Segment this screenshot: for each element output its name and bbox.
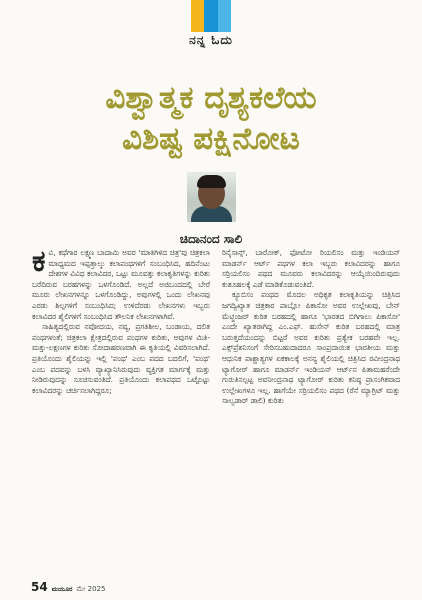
article-title bbox=[20, 78, 402, 160]
paragraph: ಕ್ಯೂಬಿಸಂ ಪಂಥದ ಮೊದಲ ಅಧಿಕೃತ ಕಲಾಕೃತಿಯನ್ನು ಚಿತ್ರಿಸಿದ ಜಗದ್ವಿಖ್ಯಾತ ಚಿತ್ರಕಾರ ಪಾಬ್ಲೋ ಪಿಕಾಸೋ ಅವರ ಉಲ್ಲೇಖವು, ಬೇನ್ ಮೆಟ್ಜಿಂಜರ್ ಕುರಿತ ಬರಹದಲ್ಲಿ ಹಾಗೂ 'ಭಾರತದ ಬಿಗಿಗಾಲು ಪಿಕಾಸೋ' ಎಂದೇ ಖ್ಯಾತರಾಗಿದ್ದ ಎಂ.ಎಫ್. ಹುಸೇನ್ ಕುರಿತ ಬರಹದಲ್ಲಿ ಮಾತ್ರ ಬರುತ್ತದೆಯಂದನ್ನು ಬಿಟ್ಟರೆ ಅವರ ಕುರಿತು ಪ್ರತ್ಯೇಕ ಬರಹವೇ ಇಲ್ಲ. ಎಕ್ಸ್‌ಪ್ರೆಶನಿಸಂಗೆ ಸೇರಿಸಬಹುದಾದರೂ ಸಾಂಪ್ರದಾಯಿಕ ಭಾರತೀಯ ಮತ್ತು ಆಧುನಿಕ ಪಾಶ್ಚಾತ್ಯಗಳ ಏಕಕಾಲಕ್ಕೆ ಅನನ್ಯ ಶೈಲಿಯಲ್ಲಿ ಚಿತ್ರಿಸಿದ ರವೀಂದ್ರನಾಥ ಟ್ಯಾಗೋರ್ ಹಾಗೂ ಮಾಡರ್ನ್ ಇಂಡಿಯನ್ ಆರ್ಟ್‌ನ ಪಿತಾಮಹರೆಂದೇ ಗುರುತಿಸಲ್ಪಟ್ಟ ಅವನೀಂದ್ರನಾಥ ಟ್ಯಾಗೋರ್ ಕುರಿತು ಕನಿಷ್ಠ ಪ್ರಾಸಂಗಿಕವಾದ ಉಲ್ಲೇಖಗಳೂ ಇಲ್ಲ. ಹಾಗೆಯೇ ಸರ್ರಿಯಲಿಸಂ ಪಥದ (ರೆನೆ ಮ್ಯಾಗ್ರಿಟ್ ಮತ್ತು ಸಾಲ್ವಡಾರ್ ಡಾಲಿ) ಕುರಿತು bbox=[222, 290, 400, 406]
text-column-2 bbox=[222, 248, 400, 580]
magazine-name: ಮಯೂರ bbox=[51, 585, 73, 593]
title-line-2: ವಿಶಿಷ್ಟ ಪಕ್ಷಿನೋಟ bbox=[122, 121, 300, 157]
page-number: 54 bbox=[31, 580, 48, 594]
magazine-logo-blocks bbox=[191, 0, 231, 32]
paragraph: ಕವಿ, ಕಥೆಗಾರ ಲಕ್ಷ್ಮಣ ಬಾದಾಮಿ ಅವರ 'ಮಾತಿಗಿಳಿದ ಚಿತ್ರ'ವು ಚಿತ್ರಕಲಾ ಮಾಧ್ಯಮದ ಇಪ್ಪತ್ತಾಲ್ಕು ಕಲಾಪಂಥಗಳಿಗೆ ಸಂಬಂಧಿಸಿದ, ಹದಿನೆಂಟು ದೇಶಗಳ ವಿವಿಧ ಕಲಾವಿದರ, ಒಟ್ಟು ಮೂವತ್ತು ಕಲಾಕೃತಿಗಳನ್ನು ಕುರಿತು ಬರೆದಿರುವ ಬರಹಗಳನ್ನು ಒಳಗೊಂಡಿದೆ. ಅಲ್ಲದೆ ಅಜಿಬಂದದಲ್ಲಿ ಬೇರೆ ಮೂರು ಲೇಖನಗಳನ್ನೂ ಒಳಗೊಂಡಿದ್ದು, ಅವುಗಳಲ್ಲಿ ಒಂದು ಲೇಖನವು ಎರಡು ಶಿಲ್ಪಗಳಿಗೆ ಸಂಬಂಧಿಸಿದ; ಉಳಿದೆರಡು ಲೇಖನಗಳು ಇಬ್ಬರು ಕಲಾವಿದರ ಶೈಲಿಗಳಿಗೆ ಸಂಬಂಧಿಸಿದ ತೌಲನಿಕ ಲೇಖನಗಳಾಗಿವೆ. bbox=[32, 244, 210, 321]
drop-cap: ಕ bbox=[32, 244, 46, 279]
logo-block-blue bbox=[204, 0, 217, 32]
paragraph: ರಿನೈಸಾನ್ಸ್, ಬಾರೋಕ್, ಫೋಟೋ ರಿಯಲಿಸಂ ಮತ್ತು ಇಂಡಿಯನ್ ಮಾಡರ್ನ್ ಆರ್ಟ್ ಪಥಗಳ ಕಲಾ ಇಬ್ಬರು ಕಲಾವಿದರನ್ನು ಹಾಗೂ ಸರ್ರಿಯಲಿಸಂ ಪಥದ ಮೂವರು ಕಲಾವಿದರನ್ನು ಆಯ್ಕೆಯಿಂದಿರುವುದು ಕುತೂಹಲಕ್ಕೆ ಎಡೆ ಮಾಡಿಕೊಡುವಂತಿದೆ. bbox=[222, 248, 400, 289]
paragraph: ಸಾಹಿತ್ಯದಲ್ಲಿರುವ ನವೋದಯ, ನವ್ಯ, ಪ್ರಗತಿಶೀಲ, ಬಂಡಾಯ, ದಲಿತ ಪಂಥಗಳಂತೆ; ಚಿತ್ರಕಲಾ ಕ್ಷೇತ್ರದಲ್ಲಿರುವ ಪಂಥಗಳ ಕುರಿತು, ಅವುಗಳ ಮಿತಿ-ಮತ್ತು-ಲಕ್ಷಣಗಳ ಕುರಿತು ಸೋದಾಹರಣವಾಗಿ ಈ ಕೃತಿಯಲ್ಲಿ ವಿವರಿಸಲಾಗಿದೆ. ಪ್ರತಿಯೊಂದು ಶೈಲಿಯನ್ನು ಇಲ್ಲಿ 'ಪಂಥ' ಎಂಬ ಪದದ ಬದಲಿಗೆ, 'ಪಂಥ' ಎಂಬ ಪದವನ್ನು ಬಳಸಿ ವ್ಯಾಖ್ಯಾನಿಸಿರುವುದು ವ್ಯಕ್ತಿಗತ ಮಾರ್ಗಕ್ಕೆ ಮತ್ತು ನೀಡಿರುವುದನ್ನು ಸೂಚಿಸುವಂತಿದೆ. ಪ್ರತಿಯೊಂದು ಕಲಾಪಥದ ಒಟ್ಟೊಟ್ಟು ಕಲಾವಿದರನ್ನು ಚರ್ಚಿಸಲಾಗಿದ್ದರೂ; bbox=[32, 322, 210, 395]
author-byline: ಚಿದಾನಂದ ಸಾಲಿ bbox=[179, 232, 243, 246]
author-photo bbox=[187, 172, 236, 222]
logo-block-yellow bbox=[191, 0, 204, 32]
title-line-1: ವಿಶ್ವಾತ್ಮಕ ದೃಶ್ಯಕಲೆಯ bbox=[105, 80, 317, 116]
logo-block-lightblue bbox=[218, 0, 231, 32]
article-body bbox=[32, 244, 400, 580]
text-column-1 bbox=[32, 244, 210, 580]
section-label: ನನ್ನ ಓದು bbox=[189, 33, 233, 47]
photo-hair bbox=[197, 175, 226, 188]
issue-date: ಮೇ 2025 bbox=[76, 585, 106, 593]
page-footer bbox=[31, 580, 105, 594]
